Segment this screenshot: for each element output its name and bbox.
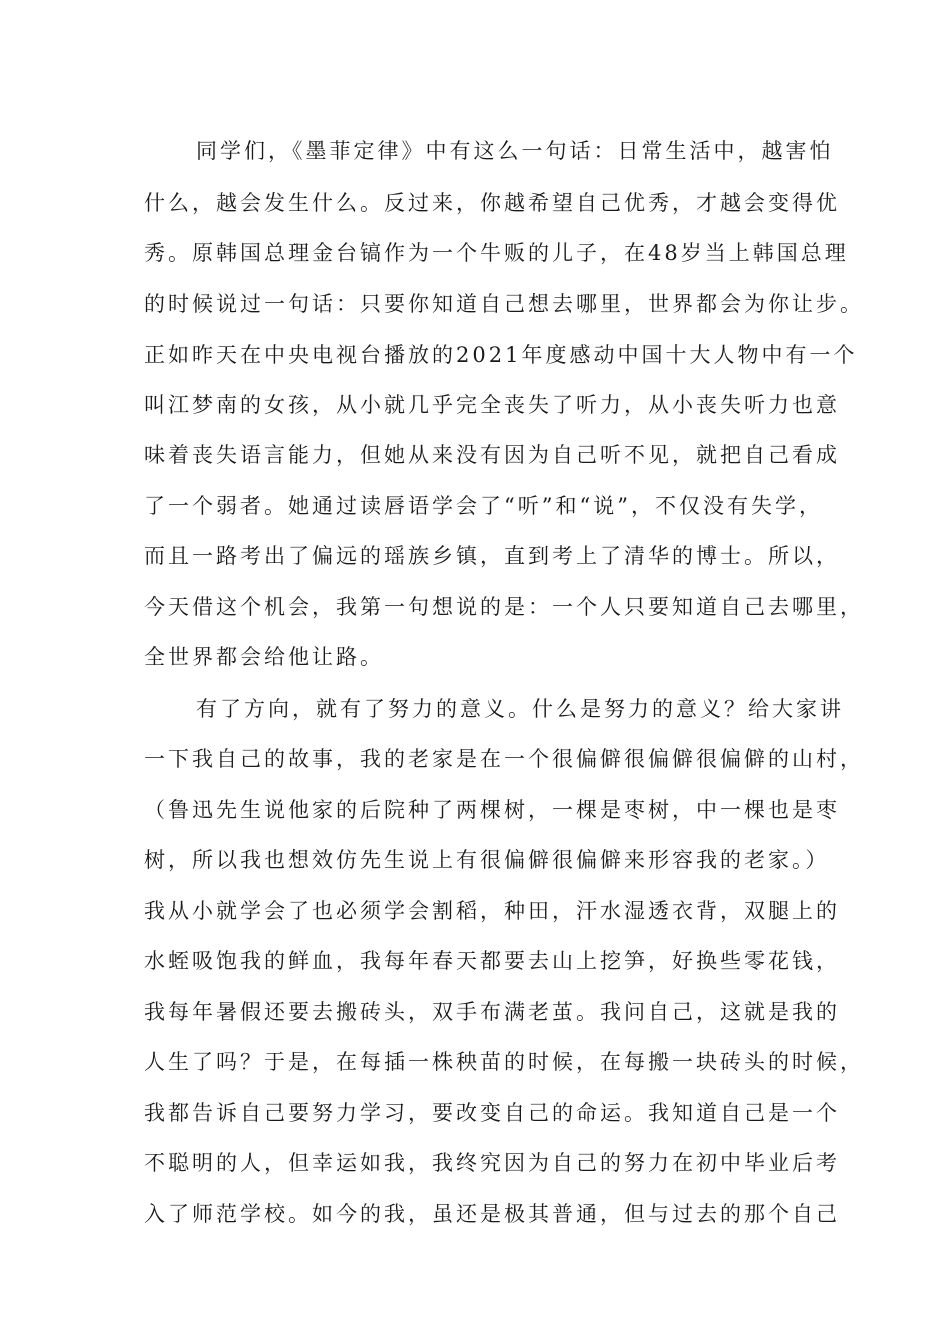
paragraph-2-line-2: 一下我自己的故事，我的老家是在一个很偏僻很偏僻很偏僻的山村，	[144, 747, 864, 771]
paragraph-2-line-7: 我每年暑假还要去搬砖头，双手布满老茧。我问自己，这就是我的	[144, 1000, 840, 1024]
paragraph-2-line-11: 入了师范学校。如今的我，虽还是极其普通，但与过去的那个自己	[144, 1202, 840, 1226]
paragraph-1-line-4: 的时候说过一句话：只要你知道自己想去哪里，世界都会为你让步。	[144, 292, 864, 316]
paragraph-1-line-5: 正如昨天在中央电视台播放的2021年度感动中国十大人物中有一个	[144, 343, 858, 367]
paragraph-2-line-4: 树，所以我也想效仿先生说上有很偏僻很偏僻来形容我的老家。）	[144, 848, 830, 872]
paragraph-2-line-5: 我从小就学会了也必须学会割稻，种田，汗水湿透衣背，双腿上的	[144, 899, 840, 923]
paragraph-1-line-11: 全世界都会给他让路。	[144, 645, 384, 669]
paragraph-2-line-8: 人生了吗？于是，在每插一株秧苗的时候，在每搬一块砖头的时候，	[144, 1050, 864, 1074]
paragraph-1-line-3: 秀。原韩国总理金台镐作为一个牛贩的儿子，在48岁当上韩国总理	[144, 241, 849, 265]
paragraph-1-line-8: 了一个弱者。她通过读唇语学会了“听”和“说”，不仅没有失学，	[144, 494, 823, 518]
paragraph-1-line-7: 味着丧失语言能力，但她从来没有因为自己听不见，就把自己看成	[144, 443, 840, 467]
paragraph-2-line-1: 有了方向，就有了努力的意义。什么是努力的意义？给大家讲	[196, 697, 844, 721]
paragraph-2-line-6: 水蛭吸饱我的鲜血，我每年春天都要去山上挖笋，好换些零花钱，	[144, 949, 840, 973]
paragraph-1-line-2: 什么，越会发生什么。反过来，你越希望自己优秀，才越会变得优	[144, 191, 840, 215]
paragraph-1-line-6: 叫江梦南的女孩，从小就几乎完全丧失了听力，从小丧失听力也意	[144, 393, 840, 417]
paragraph-2-line-10: 不聪明的人，但幸运如我，我终究因为自己的努力在初中毕业后考	[144, 1151, 840, 1175]
paragraph-1-line-9: 而且一路考出了偏远的瑶族乡镇，直到考上了清华的博士。所以，	[144, 544, 840, 568]
paragraph-1-line-10: 今天借这个机会，我第一句想说的是：一个人只要知道自己去哪里，	[144, 595, 864, 619]
paragraph-2-line-9: 我都告诉自己要努力学习，要改变自己的命运。我知道自己是一个	[144, 1101, 840, 1125]
paragraph-1-line-1: 同学们，《墨菲定律》中有这么一句话：日常生活中，越害怕	[196, 139, 834, 163]
paragraph-2-line-3: （鲁迅先生说他家的后院种了两棵树，一棵是枣树，中一棵也是枣	[144, 798, 840, 822]
